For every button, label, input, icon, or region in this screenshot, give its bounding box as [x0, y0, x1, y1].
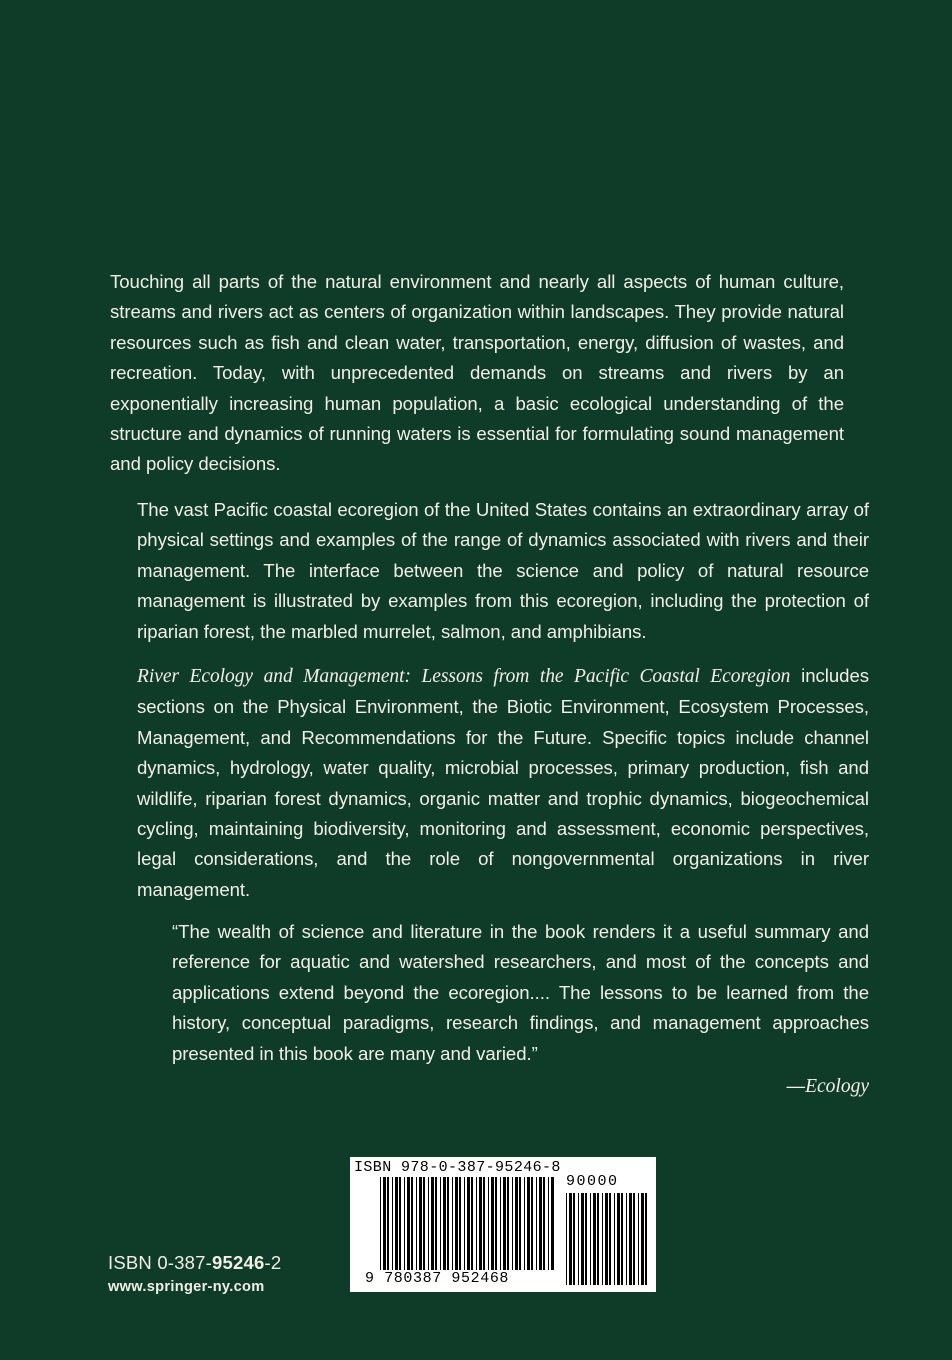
barcode-bar	[495, 1177, 497, 1270]
barcode-bar	[491, 1177, 494, 1270]
book-title: River Ecology and Management: Lessons from the Pacific Coastal Ecoregion	[137, 666, 791, 687]
description-paragraph-1: Touching all parts of the natural environment and nearly all aspects of human culture, streams and rivers act as centers of organization within landscapes. They provide natural resources such as fish and clean water, transportation, energy, diffusion of wastes, and recreation. Today, with unprecedented demands on streams and rivers by an exponentially increasing human population, a basic ecological understanding of the structure and dynamics of running waters is essential for formulating sound management and policy decisions.	[110, 271, 844, 475]
barcode-isbn13: ISBN 978-0-387-95246-8	[354, 1159, 561, 1176]
barcode-bar	[440, 1177, 441, 1270]
barcode-bar	[459, 1177, 461, 1270]
barcode-bar	[452, 1177, 453, 1270]
barcode-bar	[602, 1193, 603, 1285]
isbn-bold: 95246	[212, 1252, 265, 1273]
barcode-bar	[447, 1177, 449, 1270]
barcode-bar	[416, 1177, 417, 1270]
review-source	[787, 1071, 869, 1102]
description-paragraph-3-text: includes sections on the Physical Environment, the Biotic Environment, Ecosystem Processes, Management, and Recommendations for the Future. Specific topics include channel dynamics, hydrology, water quality, microbial processes, primary production, fish and wildlife, riparian forest dynamics, organic matter and trophic dynamics, biogeochemical cycling, maintaining biodiversity, monitoring and assessment, economic perspectives, legal considerations, and the role of nongovernmental organizations in river management.	[137, 665, 869, 900]
barcode-price-code: 90000	[566, 1173, 619, 1190]
barcode-bar	[638, 1193, 639, 1285]
barcode-bar	[585, 1193, 587, 1285]
barcode-bar	[597, 1193, 599, 1285]
barcode-bar	[551, 1177, 554, 1270]
description-paragraph-2: The vast Pacific coastal ecoregion of the United States contains an extraordinary array of physical settings and examples of the range of dynamics associated with rivers and their management. The interface between the science and policy of natural resource management is illustrated by examples from this ecoregion, including the protection of riparian forest, the marbled murrelet, salmon, and amphibians.	[137, 499, 869, 642]
barcode-bar	[621, 1193, 623, 1285]
barcode-bar	[641, 1193, 644, 1285]
barcode-bar	[471, 1177, 473, 1270]
barcode-box	[350, 1157, 656, 1292]
barcode-bar	[543, 1177, 545, 1270]
barcode-bar	[566, 1193, 567, 1285]
barcode-bar	[548, 1177, 549, 1270]
barcode-bar	[519, 1177, 521, 1270]
barcode-bar	[573, 1193, 575, 1285]
publisher-website: www.springer-ny.com	[108, 1279, 265, 1295]
barcode-bar	[539, 1177, 542, 1270]
barcode-bar	[590, 1193, 591, 1285]
review-source-dash: —	[786, 1075, 806, 1096]
isbn-suffix: -2	[264, 1252, 282, 1273]
barcode-bar	[512, 1177, 513, 1270]
barcode-bar	[524, 1177, 525, 1270]
barcode-bar	[605, 1193, 608, 1285]
barcode-bar	[629, 1193, 632, 1285]
barcode-bar	[479, 1177, 482, 1270]
barcode-bar	[387, 1177, 389, 1270]
barcode-bar	[581, 1193, 584, 1285]
barcode-bar	[614, 1193, 615, 1285]
barcode-bar	[488, 1177, 489, 1270]
barcode-bar	[578, 1193, 579, 1285]
isbn-prefix: ISBN 0-387-	[108, 1252, 212, 1273]
barcode-bar	[455, 1177, 458, 1270]
barcode-bar	[431, 1177, 434, 1270]
barcode-bar	[617, 1193, 620, 1285]
barcode-bar	[503, 1177, 506, 1270]
barcode-bar	[419, 1177, 422, 1270]
barcode-digits: 9 780387 952468	[365, 1270, 510, 1287]
barcode-bar	[392, 1177, 393, 1270]
barcode-bar	[467, 1177, 470, 1270]
barcode-bar	[428, 1177, 429, 1270]
barcode-bar	[404, 1177, 405, 1270]
barcode-bar	[483, 1177, 485, 1270]
barcode-bar	[569, 1193, 572, 1285]
barcode-bar	[609, 1193, 611, 1285]
barcode-bar	[443, 1177, 446, 1270]
isbn-label	[108, 1252, 281, 1274]
barcode-bar	[395, 1177, 398, 1270]
barcode-bar	[536, 1177, 537, 1270]
barcode-bar	[531, 1177, 533, 1270]
barcode-bar	[423, 1177, 425, 1270]
barcode-bar	[411, 1177, 413, 1270]
barcode-bar	[399, 1177, 401, 1270]
review-source-name: Ecology	[805, 1076, 869, 1097]
barcode-bar	[515, 1177, 518, 1270]
barcode-bar	[435, 1177, 437, 1270]
barcode-bar	[527, 1177, 530, 1270]
review-quote: “The wealth of science and literature in the book renders it a useful summary and reference for aquatic and watershed researchers, and most of the concepts and applications extend beyond the ecoregion.... The lessons to be learned from the history, conceptual paradigms, research findings, and management approaches presented in this book are many and varied.”	[172, 921, 869, 1064]
barcode-bar	[507, 1177, 509, 1270]
barcode-bar	[626, 1193, 627, 1285]
barcode-bar	[383, 1177, 386, 1270]
barcode-bar	[476, 1177, 477, 1270]
barcode-bar	[380, 1177, 381, 1270]
description-paragraph-3	[137, 661, 869, 905]
barcode-bar	[464, 1177, 465, 1270]
barcode-bar	[593, 1193, 596, 1285]
barcode-bar	[633, 1193, 635, 1285]
barcode-bar	[645, 1193, 647, 1285]
barcode-bar	[407, 1177, 410, 1270]
barcode-bar	[500, 1177, 501, 1270]
